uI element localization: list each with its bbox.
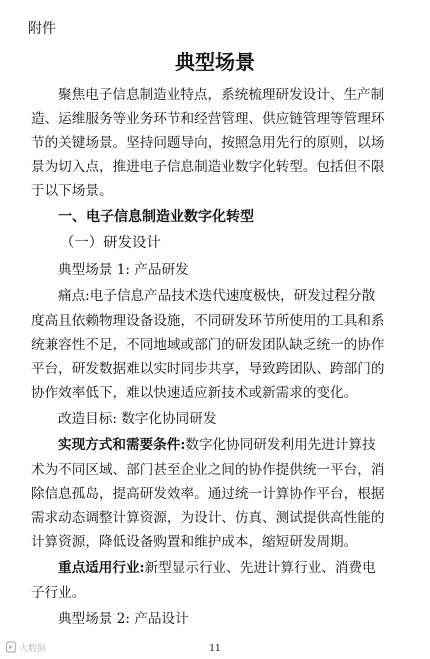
intro-line-4: 景为切入点，推进电子信息制造业数字化转型。包括但不限 — [31, 159, 385, 175]
scenario-2-line — [58, 610, 402, 628]
industries-text: 新型显示行业、先进计算行业、消费电 — [144, 560, 376, 576]
page-number: 11 — [209, 644, 221, 654]
document-title: 典型场景 — [175, 50, 255, 74]
scenario-2-label: 典型场景 2: — [58, 611, 130, 627]
method-text: 数字化协同研发利用先进计算技 — [185, 437, 376, 453]
section-heading: 一、电子信息制造业数字化转型 — [58, 209, 254, 225]
pain-points-line-1 — [58, 287, 402, 305]
goal-value: 数字化协同研发 — [121, 411, 217, 427]
scenario-2-value: 产品设计 — [134, 611, 189, 627]
industries-line-2: 子行业。 — [31, 585, 86, 601]
intro-line-3: 节的关键场景。坚持问题导向，按照急用先行的原则，以场 — [31, 135, 385, 151]
pain-points-line-2: 度高且依赖物理设备设施，不同研发环节所使用的工具和系 — [31, 313, 385, 329]
scenario-1-value: 产品研发 — [134, 262, 189, 278]
method-line-1 — [58, 436, 402, 454]
industries-label: 重点适用行业: — [58, 560, 145, 576]
subsection-heading: （一）研发设计 — [60, 235, 161, 251]
watermark-text: 大数据 — [19, 644, 47, 654]
pain-points-line-3: 统兼容性不足，不同地域或部门的研发团队缺乏统一的协作 — [31, 337, 385, 353]
scenario-1-label: 典型场景 1: — [58, 262, 130, 278]
intro-line-5: 于以下场景。 — [31, 183, 113, 199]
pain-points-label: 痛点: — [58, 288, 90, 304]
goal-label: 改造目标: — [58, 411, 117, 427]
intro-line-1: 聚焦电子信息制造业特点，系统梳理研发设计、生产制 — [58, 87, 385, 103]
pain-points-line-5: 协作效率低下，难以快速适应新技术或新需求的变化。 — [31, 385, 358, 401]
method-line-4: 需求动态调整计算资源，为设计、仿真、测试提供高性能的 — [31, 510, 385, 526]
watermark-logo — [6, 640, 66, 654]
attachment-label: 附件 — [28, 21, 56, 37]
method-line-5: 计算资源，降低设备购置和维护成本，缩短研发周期。 — [31, 534, 358, 550]
method-line-2: 术为不同区域、部门甚至企业之间的协作提供统一平台，消 — [31, 462, 385, 478]
pain-points-line-4: 平台，研发数据难以实时同步共享，导致跨团队、跨部门的 — [31, 361, 385, 377]
scenario-1-line — [58, 261, 402, 279]
pain-points-text: 电子信息产品技术迭代速度极快，研发过程分散 — [89, 288, 376, 304]
industries-line-1 — [58, 559, 402, 577]
intro-line-2: 造、运维服务等业务环节和经营管理、供应链管理等管理环 — [31, 111, 385, 127]
goal-line — [58, 410, 402, 428]
method-line-3: 除信息孤岛，提高研发效率。通过统一计算协作平台，根据 — [31, 486, 385, 502]
method-label: 实现方式和需要条件: — [58, 437, 186, 453]
